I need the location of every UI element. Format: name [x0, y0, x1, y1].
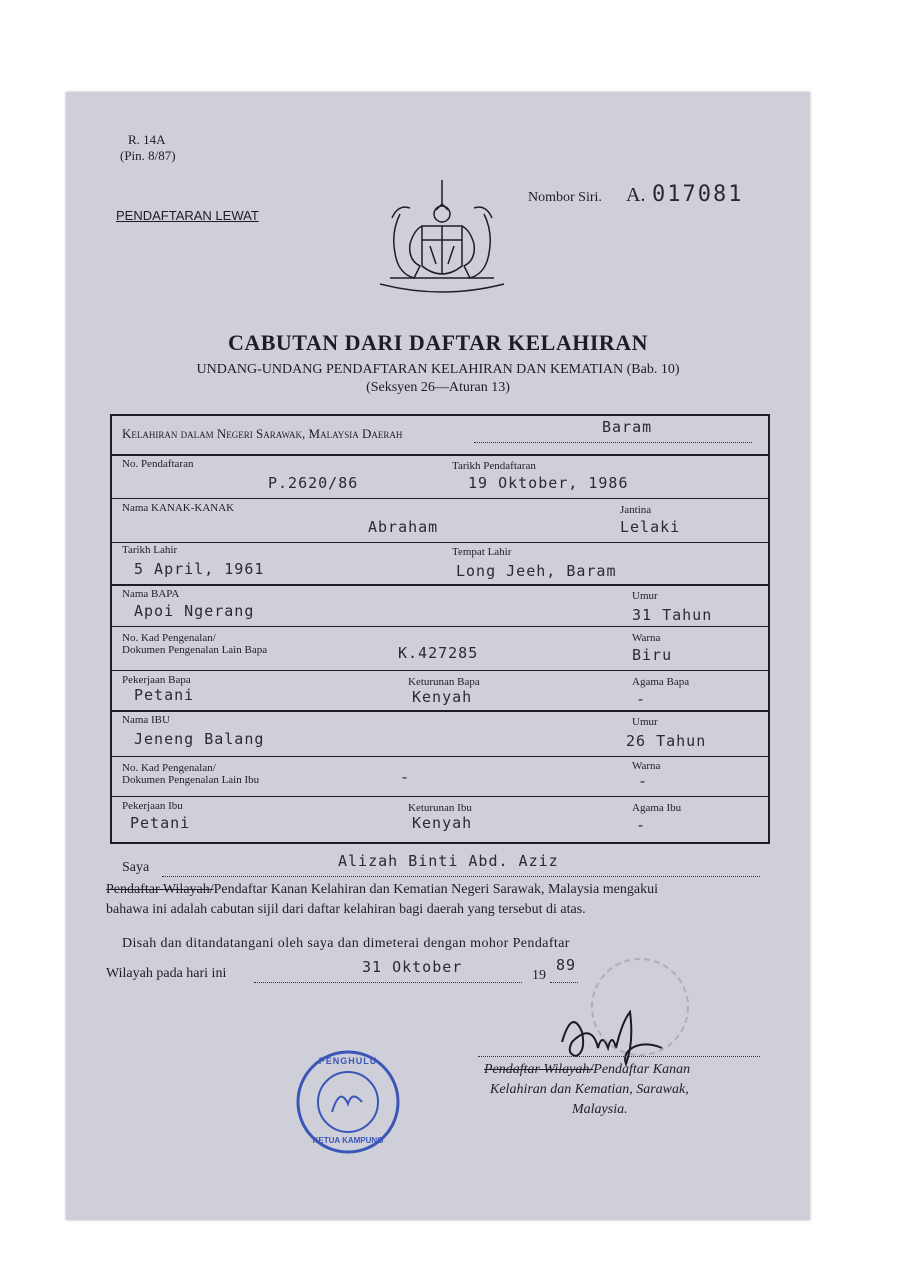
- coat-of-arms-emblem: [370, 174, 514, 304]
- mother-color-value: -: [638, 772, 649, 790]
- declaration-line-4: Disah dan ditandatangani oleh saya dan dimeterai dengan mohor Pendaftar: [122, 936, 570, 951]
- declaration-line-2: [106, 882, 658, 898]
- father-name-label: Nama BAPA: [122, 588, 180, 600]
- year-value: 89: [556, 956, 577, 974]
- mother-age-value: 26 Tahun: [626, 732, 707, 750]
- mother-name-value: Jeneng Balang: [134, 730, 265, 748]
- father-id-label-line1: No. Kad Pengenalan/: [122, 632, 216, 644]
- declaration-line-2-text: Pendaftar Kanan Kelahiran dan Kematian Negeri Sarawak, Malaysia mengakui: [213, 882, 658, 897]
- district-label: Kelahiran dalam Negeri Sarawak, Malaysia Daerah: [122, 426, 403, 441]
- registration-form-table: [110, 414, 770, 844]
- mother-race-label: Keturunan Ibu: [408, 802, 472, 814]
- dob-label: Tarikh Lahir: [122, 544, 178, 556]
- serial-prefix: A.: [626, 184, 646, 206]
- year-prefix: 19: [532, 968, 546, 983]
- stamp-inner-text: KETUA KAMPUNG: [312, 1136, 384, 1145]
- struck-signature-title: Pendaftar Wilayah/: [484, 1062, 594, 1077]
- struck-regional-registrar: Pendaftar Wilayah/: [106, 882, 214, 897]
- reg-date-label: Tarikh Pendaftaran: [452, 460, 536, 472]
- dob-value: 5 April, 1961: [134, 560, 265, 578]
- gender-value: Lelaki: [620, 518, 681, 536]
- reg-number-label: No. Pendaftaran: [122, 458, 194, 470]
- form-revision: (Pin. 8/87): [120, 148, 176, 163]
- pob-value: Long Jeeh, Baram: [456, 562, 617, 580]
- late-registration-label: PENDAFTARAN LEWAT: [116, 208, 259, 223]
- section-reference: (Seksyen 26—Aturan 13): [366, 380, 510, 395]
- village-head-stamp: [292, 1046, 404, 1158]
- serial-number: 017081: [652, 182, 744, 207]
- document-title: CABUTAN DARI DAFTAR KELAHIRAN: [227, 330, 649, 355]
- signature-title-line-1: [484, 1062, 690, 1078]
- signature-title-1: Pendaftar Kanan: [593, 1062, 691, 1077]
- child-name-value: Abraham: [368, 518, 439, 536]
- serial-label: Nombor Siri.: [528, 190, 602, 205]
- father-job-value: Petani: [134, 686, 195, 704]
- mother-race-value: Kenyah: [412, 814, 473, 832]
- father-race-label: Keturunan Bapa: [408, 676, 480, 688]
- declaration-saya: Saya: [122, 860, 150, 875]
- father-name-value: Apoi Ngerang: [134, 602, 255, 620]
- mother-id-label-line2: Dokumen Pengenalan Lain Ibu: [122, 774, 260, 786]
- mother-religion-value: -: [636, 816, 647, 834]
- reg-number-value: P.2620/86: [268, 474, 359, 492]
- act-subtitle: UNDANG-UNDANG PENDAFTARAN KELAHIRAN DAN KEMATIAN (Bab. 10): [196, 362, 680, 377]
- signature-title-3: Malaysia.: [572, 1102, 628, 1117]
- child-name-label: Nama KANAK-KANAK: [122, 502, 235, 514]
- date-label: Wilayah pada hari ini: [106, 966, 227, 981]
- father-color-value: Biru: [632, 646, 673, 664]
- reg-date-value: 19 Oktober, 1986: [468, 474, 629, 492]
- father-religion-value: -: [636, 690, 647, 708]
- mother-name-label: Nama IBU: [122, 714, 170, 726]
- father-age-value: 31 Tahun: [632, 606, 713, 624]
- father-color-label: Warna: [632, 632, 661, 644]
- mother-job-value: Petani: [130, 814, 191, 832]
- father-id-label-line2: Dokumen Pengenalan Lain Bapa: [122, 644, 268, 656]
- mother-color-label: Warna: [632, 760, 661, 772]
- date-value: 31 Oktober: [362, 958, 463, 976]
- registrar-name: Alizah Binti Abd. Aziz: [338, 852, 559, 870]
- form-code: R. 14A: [128, 132, 166, 147]
- mother-age-label: Umur: [632, 716, 658, 728]
- gender-label: Jantina: [620, 504, 652, 516]
- father-id-value: K.427285: [398, 644, 479, 662]
- father-religion-label: Agama Bapa: [632, 676, 690, 688]
- mother-religion-label: Agama Ibu: [632, 802, 682, 814]
- stamp-ring-text: PENGHULU: [318, 1056, 378, 1066]
- pob-label: Tempat Lahir: [452, 546, 512, 558]
- father-age-label: Umur: [632, 590, 658, 602]
- district-value: Baram: [602, 418, 653, 436]
- mother-job-label: Pekerjaan Ibu: [122, 800, 183, 812]
- faint-official-seal: [580, 952, 700, 1062]
- signature-title-2: Kelahiran dan Kematian, Sarawak,: [490, 1082, 689, 1097]
- mother-id-label-line1: No. Kad Pengenalan/: [122, 762, 216, 774]
- certificate-paper: [66, 92, 810, 1220]
- father-race-value: Kenyah: [412, 688, 473, 706]
- declaration-line-3: bahawa ini adalah cabutan sijil dari daftar kelahiran bagi daerah yang tersebut di atas.: [106, 902, 586, 917]
- mother-id-value: -: [400, 768, 411, 786]
- father-job-label: Pekerjaan Bapa: [122, 674, 191, 686]
